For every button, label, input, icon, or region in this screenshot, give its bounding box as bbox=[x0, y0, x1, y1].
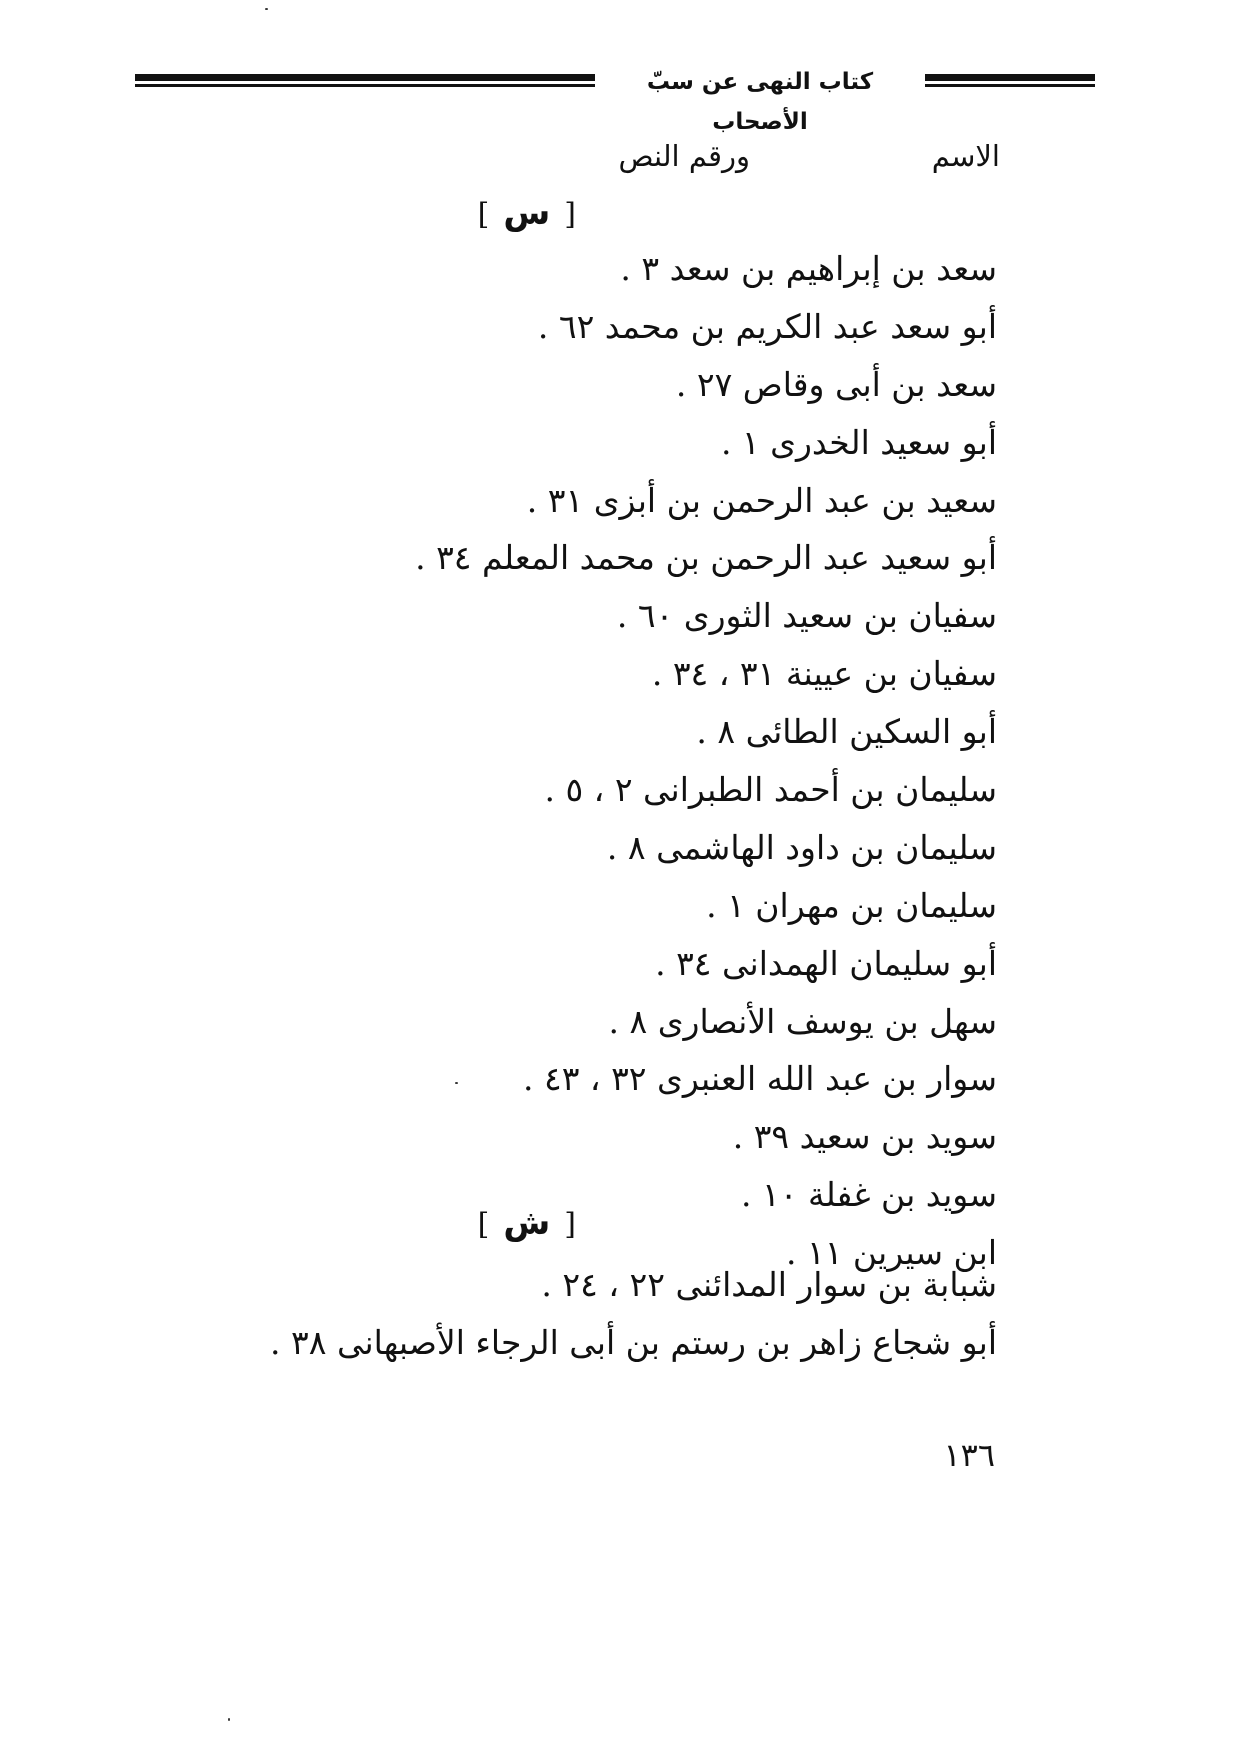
index-entry: سعد بن أبى وقاص ٢٧ . bbox=[675, 364, 997, 404]
index-entry: سوار بن عبد الله العنبرى ٣٢ ، ٤٣ . bbox=[523, 1059, 997, 1099]
index-entry: سهل بن يوسف الأنصارى ٨ . bbox=[608, 1001, 997, 1041]
index-entry: أبو سعد عبد الكريم بن محمد ٦٢ . bbox=[537, 306, 997, 346]
section-heading-shin: [ش] bbox=[477, 1203, 576, 1243]
book-title: كتاب النهى عن سبّ الأصحاب bbox=[646, 69, 874, 135]
index-entry: سليمان بن أحمد الطبرانى ٢ ، ٥ . bbox=[544, 770, 997, 810]
index-entry: أبو سليمان الهمدانى ٣٤ . bbox=[655, 943, 997, 983]
column-label-number: ورقم النص bbox=[618, 139, 750, 173]
section-letter: ش bbox=[503, 1203, 551, 1243]
index-entry: سعد بن إبراهيم بن سعد ٣ . bbox=[620, 249, 997, 288]
column-label-name: الاسم bbox=[931, 139, 1000, 173]
index-entry: أبو سعيد الخدرى ١ . bbox=[720, 422, 997, 462]
index-entry: أبو السكين الطائى ٨ . bbox=[696, 712, 997, 752]
index-entry: أبو سعيد عبد الرحمن بن محمد المعلم ٣٤ . bbox=[415, 538, 997, 578]
scan-speck bbox=[455, 1082, 458, 1084]
index-list-sin bbox=[97, 240, 997, 1282]
running-header bbox=[135, 62, 1095, 135]
index-entry: سويد بن غفلة ١٠ . bbox=[741, 1175, 997, 1215]
scan-speck bbox=[265, 8, 268, 10]
page-number: ١٣٦ bbox=[943, 1436, 995, 1474]
section-heading-sin: [س] bbox=[477, 193, 576, 233]
scan-speck bbox=[228, 1718, 230, 1721]
index-entry: ابن سيرين ١١ . bbox=[785, 1233, 997, 1273]
header-rule-left bbox=[135, 74, 595, 90]
index-entry: سليمان بن مهران ١ . bbox=[706, 885, 997, 925]
index-entry: سفيان بن عيينة ٣١ ، ٣٤ . bbox=[651, 654, 997, 694]
section-letter: س bbox=[503, 193, 551, 233]
index-entry: سويد بن سعيد ٣٩ . bbox=[732, 1117, 997, 1157]
index-entry: شبابة بن سوار المدائنى ٢٢ ، ٢٤ . bbox=[541, 1265, 997, 1304]
index-entry: سفيان بن سعيد الثورى ٦٠ . bbox=[616, 596, 997, 636]
index-entry: أبو شجاع زاهر بن رستم بن أبى الرجاء الأصبهانى ٣٨ . bbox=[270, 1322, 997, 1362]
index-entry: سعيد بن عبد الرحمن بن أبزى ٣١ . bbox=[526, 480, 997, 520]
index-entry: سليمان بن داود الهاشمى ٨ . bbox=[606, 827, 997, 867]
index-list-shin bbox=[97, 1256, 997, 1372]
header-rule-right bbox=[925, 74, 1095, 90]
